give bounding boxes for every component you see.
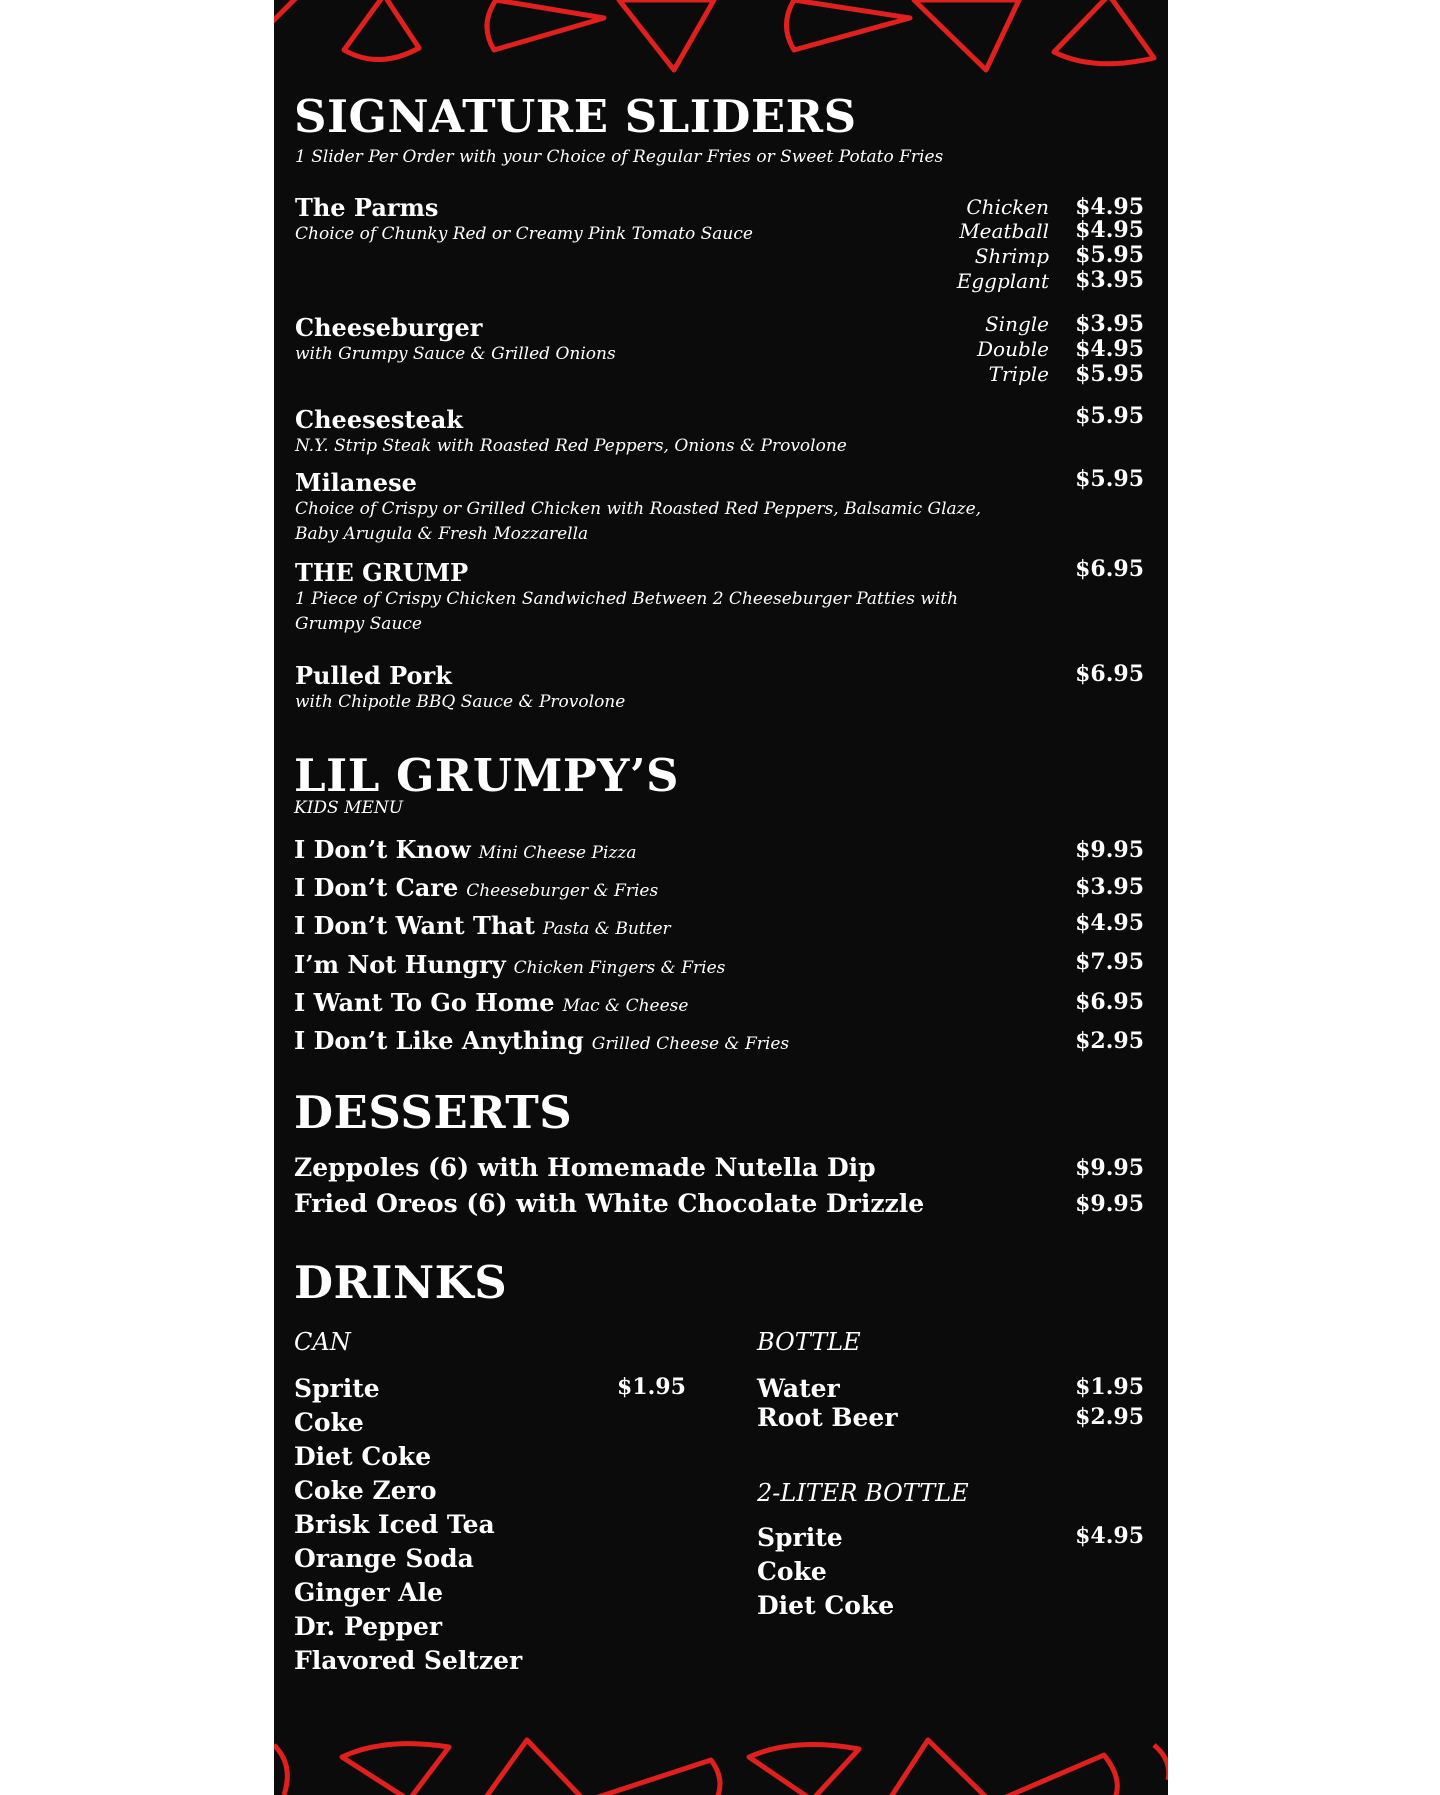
- pizza-slice-outline-icon: [749, 1745, 859, 1795]
- kids-title: LIL GRUMPY’S: [294, 749, 680, 802]
- option-label: Chicken: [966, 195, 1049, 219]
- option-price: $4.95: [1075, 217, 1144, 243]
- item-desc: with Grumpy Sauce & Grilled Onions: [295, 344, 616, 364]
- two-liter-drink: Sprite: [757, 1523, 843, 1552]
- dessert-item: Fried Oreos (6) with White Chocolate Drizzle: [294, 1189, 925, 1218]
- pizza-slice-outline-icon: [999, 1755, 1117, 1795]
- pizza-slice-outline-icon: [619, 0, 714, 70]
- pizza-slice-outline-icon: [889, 1740, 989, 1795]
- kids-item-price: $9.95: [1075, 837, 1144, 863]
- kids-item-price: $2.95: [1075, 1028, 1144, 1054]
- option-price: $3.95: [1075, 311, 1144, 337]
- kids-item-desc: Grilled Cheese & Fries: [591, 1034, 790, 1054]
- bottle-price: $2.95: [1075, 1404, 1144, 1430]
- option-label: Double: [977, 337, 1049, 361]
- two-liter-drink: Diet Coke: [757, 1591, 895, 1620]
- option-price: $5.95: [1075, 242, 1144, 268]
- kids-item-name: I Don’t Know: [294, 835, 471, 864]
- kids-item-desc: Mac & Cheese: [562, 996, 689, 1016]
- pizza-slice-outline-icon: [484, 1740, 584, 1795]
- kids-subtitle: KIDS MENU: [294, 798, 404, 818]
- signature-sliders-title: SIGNATURE SLIDERS: [294, 90, 857, 143]
- option-label: Single: [984, 312, 1049, 336]
- bottle-price: $1.95: [1075, 1374, 1144, 1400]
- two-liter-heading: 2-LITER BOTTLE: [757, 1479, 969, 1507]
- item-name: Cheesesteak: [295, 405, 463, 434]
- kids-item-desc: Mini Cheese Pizza: [478, 843, 637, 863]
- bottle-heading: BOTTLE: [757, 1328, 861, 1356]
- option-label: Meatball: [959, 219, 1049, 243]
- kids-item-desc: Cheeseburger & Fries: [466, 881, 659, 901]
- item-name: Pulled Pork: [295, 661, 452, 690]
- pizza-slice-outline-icon: [914, 0, 1019, 70]
- item-desc: N.Y. Strip Steak with Roasted Red Peppers, Onions & Provolone: [295, 436, 847, 456]
- kids-item: [294, 873, 659, 902]
- item-desc-line2: Baby Arugula & Fresh Mozzarella: [295, 524, 589, 544]
- can-drink: Coke: [294, 1408, 364, 1437]
- option-label: Shrimp: [974, 244, 1049, 268]
- dessert-item: Zeppoles (6) with Homemade Nutella Dip: [294, 1153, 876, 1182]
- item-name: The Parms: [295, 193, 439, 222]
- item-desc-line2: Grumpy Sauce: [295, 614, 422, 634]
- pizza-slice-outline-icon: [344, 0, 419, 60]
- kids-item: [294, 911, 671, 940]
- item-name: THE GRUMP: [295, 558, 469, 587]
- kids-item-price: $3.95: [1075, 874, 1144, 900]
- pizza-slice-border-top: [274, 0, 1168, 80]
- option-price: $3.95: [1075, 267, 1144, 293]
- pizza-slice-outline-icon: [787, 0, 911, 50]
- kids-item: [294, 835, 637, 864]
- pizza-slice-outline-icon: [589, 1760, 720, 1795]
- option-price: $5.95: [1075, 361, 1144, 387]
- item-price: $5.95: [1075, 403, 1144, 429]
- item-name: Cheeseburger: [295, 313, 483, 342]
- can-drink: Dr. Pepper: [294, 1612, 443, 1641]
- drinks-title: DRINKS: [294, 1256, 508, 1309]
- pizza-slice-border-bottom: [274, 1735, 1168, 1795]
- can-drink: Ginger Ale: [294, 1578, 444, 1607]
- can-drink: Sprite: [294, 1374, 380, 1403]
- kids-item-price: $7.95: [1075, 949, 1144, 975]
- item-name: Milanese: [295, 468, 417, 497]
- pizza-slice-outline-icon: [1054, 0, 1154, 64]
- item-price: $6.95: [1075, 556, 1144, 582]
- bottle-drink: Root Beer: [757, 1403, 898, 1432]
- item-price: $6.95: [1075, 661, 1144, 687]
- dessert-price: $9.95: [1075, 1155, 1144, 1181]
- pizza-slice-outline-icon: [274, 1745, 287, 1795]
- option-price: $4.95: [1075, 336, 1144, 362]
- item-desc: with Chipotle BBQ Sauce & Provolone: [295, 692, 626, 712]
- item-desc: Choice of Crispy or Grilled Chicken with Roasted Red Peppers, Balsamic Glaze,: [295, 499, 982, 519]
- kids-item: [294, 988, 689, 1017]
- kids-item: [294, 950, 726, 979]
- item-desc: Choice of Chunky Red or Creamy Pink Tomato Sauce: [295, 224, 753, 244]
- kids-item-name: I Don’t Want That: [294, 911, 535, 940]
- kids-item-name: I Don’t Like Anything: [294, 1026, 584, 1055]
- pizza-slice-outline-icon: [1154, 1745, 1168, 1780]
- item-price: $5.95: [1075, 466, 1144, 492]
- can-drink: Orange Soda: [294, 1544, 474, 1573]
- kids-item-desc: Chicken Fingers & Fries: [513, 958, 726, 978]
- bottle-drink: Water: [757, 1374, 840, 1403]
- pizza-slice-outline-icon: [342, 1744, 449, 1795]
- can-heading: CAN: [294, 1328, 351, 1356]
- can-price: $1.95: [617, 1374, 686, 1400]
- kids-item-price: $6.95: [1075, 989, 1144, 1015]
- kids-item-name: I Don’t Care: [294, 873, 459, 902]
- option-label: Triple: [988, 362, 1049, 386]
- kids-item-name: I Want To Go Home: [294, 988, 555, 1017]
- option-price: $4.95: [1075, 194, 1144, 220]
- option-label: Eggplant: [956, 269, 1049, 293]
- can-drink: Coke Zero: [294, 1476, 437, 1505]
- can-drink: Flavored Seltzer: [294, 1646, 523, 1675]
- signature-sliders-subtitle: 1 Slider Per Order with your Choice of Regular Fries or Sweet Potato Fries: [295, 147, 944, 167]
- can-drink: Brisk Iced Tea: [294, 1510, 495, 1539]
- desserts-title: DESSERTS: [294, 1086, 573, 1139]
- can-drink: Diet Coke: [294, 1442, 432, 1471]
- pizza-slice-outline-icon: [274, 0, 304, 30]
- kids-item-name: I’m Not Hungry: [294, 950, 506, 979]
- two-liter-drink: Coke: [757, 1557, 827, 1586]
- item-desc: 1 Piece of Crispy Chicken Sandwiched Between 2 Cheeseburger Patties with: [295, 589, 959, 609]
- kids-item-price: $4.95: [1075, 910, 1144, 936]
- pizza-slice-outline-icon: [487, 0, 604, 50]
- menu-board: [274, 0, 1168, 1795]
- kids-item-desc: Pasta & Butter: [542, 919, 671, 939]
- kids-item: [294, 1026, 790, 1055]
- dessert-price: $9.95: [1075, 1191, 1144, 1217]
- two-liter-price: $4.95: [1075, 1523, 1144, 1549]
